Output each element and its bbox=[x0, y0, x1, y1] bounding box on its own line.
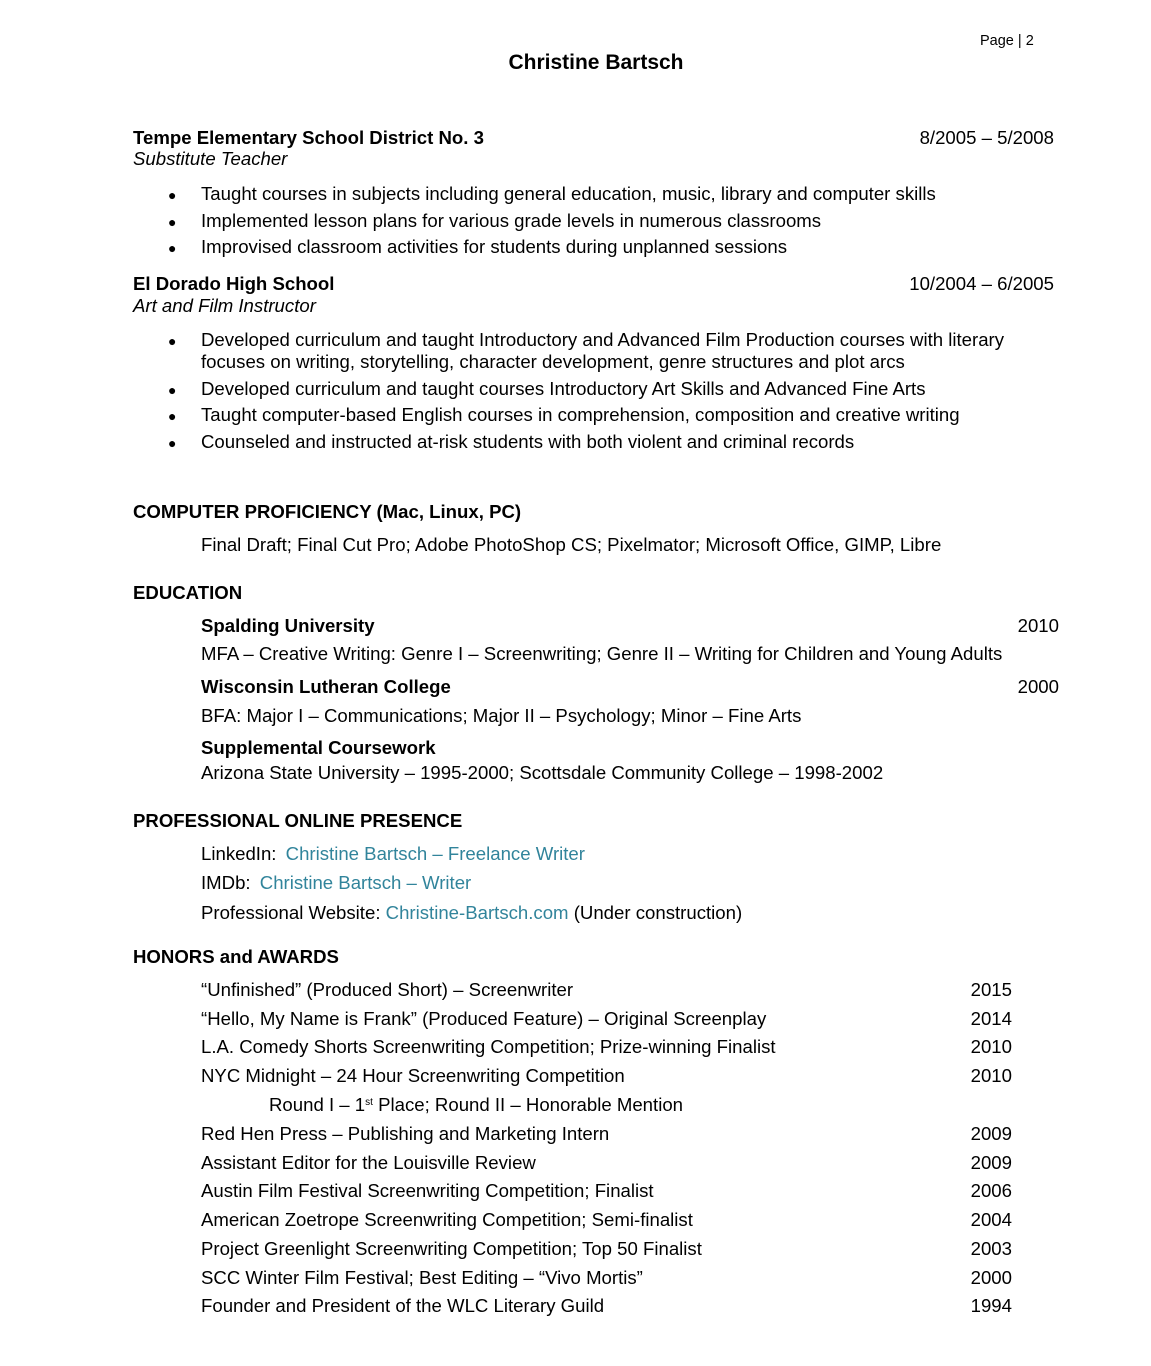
bullet-icon: ● bbox=[168, 214, 177, 230]
bullet-icon: ● bbox=[168, 382, 177, 398]
graduation-year: 2000 bbox=[1017, 676, 1059, 697]
honor-text: Red Hen Press – Publishing and Marketing Intern bbox=[201, 1123, 610, 1144]
honor-subtext bbox=[269, 1096, 683, 1115]
job-bullet: Improvised classroom activities for students during unplanned sessions bbox=[201, 236, 787, 257]
job-bullet: Implemented lesson plans for various grade levels in numerous classrooms bbox=[201, 210, 822, 231]
computer-skills: Final Draft; Final Cut Pro; Adobe PhotoShop CS; Pixelmator; Microsoft Office, GIMP, Libre bbox=[201, 534, 942, 555]
graduation-year: 2010 bbox=[1017, 615, 1059, 636]
honor-year: 2010 bbox=[970, 1065, 1012, 1086]
honor-text: Assistant Editor for the Louisville Review bbox=[201, 1152, 536, 1173]
job-bullet: Developed curriculum and taught Introductory and Advanced Film Production courses with literary bbox=[201, 329, 1005, 350]
ordinal-suffix: st bbox=[365, 1097, 373, 1108]
honor-year: 2003 bbox=[970, 1238, 1012, 1259]
honor-year: 2006 bbox=[970, 1180, 1012, 1201]
honor-year: 2000 bbox=[970, 1267, 1012, 1288]
section-heading-online: PROFESSIONAL ONLINE PRESENCE bbox=[133, 810, 463, 831]
candidate-name: Christine Bartsch bbox=[508, 51, 684, 74]
degree-detail: BFA: Major I – Communications; Major II – Psychology; Minor – Fine Arts bbox=[201, 705, 802, 726]
job-bullet: Counseled and instructed at-risk students with both violent and criminal records bbox=[201, 431, 855, 452]
employer-name: El Dorado High School bbox=[133, 273, 335, 294]
website-link[interactable]: Christine-Bartsch.com bbox=[385, 902, 569, 923]
school-name: Spalding University bbox=[201, 615, 375, 636]
bullet-icon: ● bbox=[168, 408, 177, 424]
section-heading-education: EDUCATION bbox=[133, 582, 243, 603]
imdb-link[interactable]: Christine Bartsch – Writer bbox=[259, 872, 472, 893]
honor-text: NYC Midnight – 24 Hour Screenwriting Competition bbox=[201, 1065, 625, 1086]
employer-name: Tempe Elementary School District No. 3 bbox=[133, 127, 484, 148]
section-heading-computer: COMPUTER PROFICIENCY (Mac, Linux, PC) bbox=[133, 501, 522, 522]
honor-year: 2015 bbox=[970, 979, 1012, 1000]
honor-subtext-part2: Place; Round II – Honorable Mention bbox=[372, 1094, 684, 1115]
job-title: Substitute Teacher bbox=[133, 148, 288, 169]
bullet-icon: ● bbox=[168, 435, 177, 451]
school-name: Wisconsin Lutheran College bbox=[201, 676, 451, 697]
website-note: (Under construction) bbox=[573, 902, 743, 923]
honor-year: 2009 bbox=[970, 1123, 1012, 1144]
website-label: Professional Website: bbox=[201, 902, 381, 923]
honor-year: 2004 bbox=[970, 1209, 1012, 1230]
bullet-icon: ● bbox=[168, 333, 177, 349]
honor-text: “Unfinished” (Produced Short) – Screenwriter bbox=[201, 979, 574, 1000]
imdb-label: IMDb: bbox=[201, 872, 251, 893]
honor-text: L.A. Comedy Shorts Screenwriting Competition; Prize-winning Finalist bbox=[201, 1036, 776, 1057]
honor-year: 2010 bbox=[970, 1036, 1012, 1057]
section-heading-honors: HONORS and AWARDS bbox=[133, 946, 339, 967]
imdb-row bbox=[201, 874, 471, 893]
honor-text: “Hello, My Name is Frank” (Produced Feature) – Original Screenplay bbox=[201, 1008, 767, 1029]
bullet-icon: ● bbox=[168, 187, 177, 203]
job-bullet: Taught courses in subjects including general education, music, library and computer skills bbox=[201, 183, 936, 204]
page-number: Page | 2 bbox=[980, 33, 1034, 49]
honor-text: Austin Film Festival Screenwriting Competition; Finalist bbox=[201, 1180, 654, 1201]
honor-year: 1994 bbox=[970, 1295, 1012, 1316]
honor-text: American Zoetrope Screenwriting Competition; Semi-finalist bbox=[201, 1209, 693, 1230]
job-bullet-continuation: focuses on writing, storytelling, character development, genre structures and plot arcs bbox=[201, 351, 905, 372]
degree-detail: MFA – Creative Writing: Genre I – Screenwriting; Genre II – Writing for Children and Young Adults bbox=[201, 643, 1003, 664]
job-bullet: Developed curriculum and taught courses Introductory Art Skills and Advanced Fine Arts bbox=[201, 378, 926, 399]
honor-text: SCC Winter Film Festival; Best Editing – “Vivo Mortis” bbox=[201, 1267, 643, 1288]
website-row bbox=[201, 904, 742, 923]
honor-text: Founder and President of the WLC Literary Guild bbox=[201, 1295, 605, 1316]
employment-dates: 8/2005 – 5/2008 bbox=[919, 127, 1054, 148]
degree-detail: Arizona State University – 1995-2000; Scottsdale Community College – 1998-2002 bbox=[201, 762, 884, 783]
honor-subtext-part1: Round I – 1 bbox=[269, 1094, 366, 1115]
job-title: Art and Film Instructor bbox=[133, 295, 316, 316]
linkedin-label: LinkedIn: bbox=[201, 843, 277, 864]
honor-year: 2009 bbox=[970, 1152, 1012, 1173]
honor-text: Project Greenlight Screenwriting Competition; Top 50 Finalist bbox=[201, 1238, 702, 1259]
bullet-icon: ● bbox=[168, 240, 177, 256]
job-bullet: Taught computer-based English courses in comprehension, composition and creative writing bbox=[201, 404, 960, 425]
linkedin-row bbox=[201, 845, 585, 864]
employment-dates: 10/2004 – 6/2005 bbox=[909, 273, 1054, 294]
school-name: Supplemental Coursework bbox=[201, 737, 436, 758]
honor-year: 2014 bbox=[970, 1008, 1012, 1029]
linkedin-link[interactable]: Christine Bartsch – Freelance Writer bbox=[285, 843, 585, 864]
